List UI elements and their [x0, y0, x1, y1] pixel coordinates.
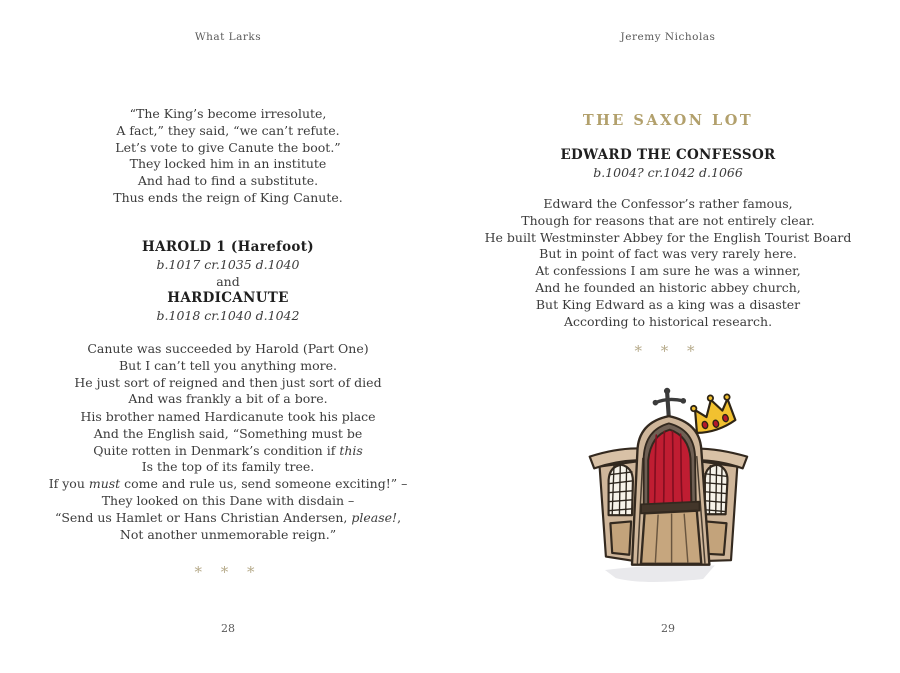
poem-line: Is the top of its family tree. [141, 459, 315, 475]
kings-heading-block [58, 239, 398, 324]
stanza-harold [58, 341, 398, 408]
left-lower-panel [610, 521, 631, 554]
poem-line: Canute was succeeded by Harold (Part One) [87, 341, 369, 356]
conjunction-and: and [216, 274, 240, 289]
poem-line: His brother named Hardicanute took his place [80, 409, 376, 424]
king-dates-edward: b.1004? cr.1042 d.1066 [593, 165, 743, 180]
crown-icon [688, 390, 737, 435]
ground-shadow [605, 565, 715, 582]
poem-line: “The King’s become irresolute, [129, 106, 327, 121]
poem-line: Let’s vote to give Canute the boot.” [115, 139, 341, 155]
section-title-saxon-lot: THE SAXON LOT [582, 112, 754, 129]
poem-line: According to historical research. [563, 313, 773, 329]
poem-line: They locked him in an institute [129, 156, 327, 172]
left-page [48, 0, 408, 673]
running-head-left: What Larks [194, 31, 262, 43]
poem-line: He just sort of reigned and then just sort of died [74, 374, 382, 390]
poem-line: But King Edward as a king was a disaster [535, 296, 801, 312]
poem-line: At confessions I am sure he was a winner, [535, 263, 801, 279]
central-booth [632, 416, 709, 565]
stanza-edward [484, 196, 852, 330]
cross-icon [653, 388, 686, 419]
poem-line: But in point of fact was very rarely here. [539, 246, 797, 262]
ornament-right: * * * [634, 342, 702, 360]
poem-line: “Send us Hamlet or Hans Christian Andersen, please!, [54, 509, 402, 525]
king-name-hardicanute: HARDICANUTE [167, 290, 289, 306]
poem-line: Not another unmemorable reign.” [119, 526, 337, 542]
poem-line: And had to find a substitute. [137, 173, 319, 189]
curtain [648, 430, 691, 508]
poem-line: They looked on this Dane with disdain – [101, 492, 355, 508]
ornament-left: * * * [194, 563, 262, 581]
right-page [484, 0, 852, 673]
poem-line: If you must come and rule us, send someone exciting!” – [48, 476, 408, 492]
stanza-hardicanute [48, 409, 408, 543]
king-name-edward: EDWARD THE CONFESSOR [560, 147, 776, 163]
stanza-canute-end [58, 106, 398, 207]
poem-line: But I can’t tell you anything more. [118, 357, 337, 373]
page-number-right: 29 [661, 622, 675, 635]
poem-line: He built Westminster Abbey for the English Tourist Board [484, 229, 852, 245]
page-number-left: 28 [221, 622, 235, 635]
confessional-illustration [578, 379, 758, 591]
poem-line: Thus ends the reign of King Canute. [113, 189, 343, 205]
poem-line: And he founded an historic abbey church, [535, 279, 801, 295]
poem-line: And was frankly a bit of a bore. [128, 391, 328, 407]
king-dates-hardicanute: b.1018 cr.1040 d.1042 [156, 308, 300, 323]
poem-line: Quite rotten in Denmark’s condition if this [93, 442, 363, 458]
poem-line: Edward the Confessor’s rather famous, [543, 196, 793, 211]
poem-line: And the English said, “Something must be [93, 425, 363, 441]
running-head-right: Jeremy Nicholas [620, 31, 716, 43]
king-name-harold: HAROLD 1 (Harefoot) [142, 239, 314, 255]
king-dates-harold: b.1017 cr.1035 d.1040 [156, 257, 300, 272]
king-heading-block-edward [498, 147, 838, 181]
poem-line: Though for reasons that are not entirely clear. [521, 212, 815, 228]
poem-line: A fact,” they said, “we can’t refute. [116, 122, 340, 138]
